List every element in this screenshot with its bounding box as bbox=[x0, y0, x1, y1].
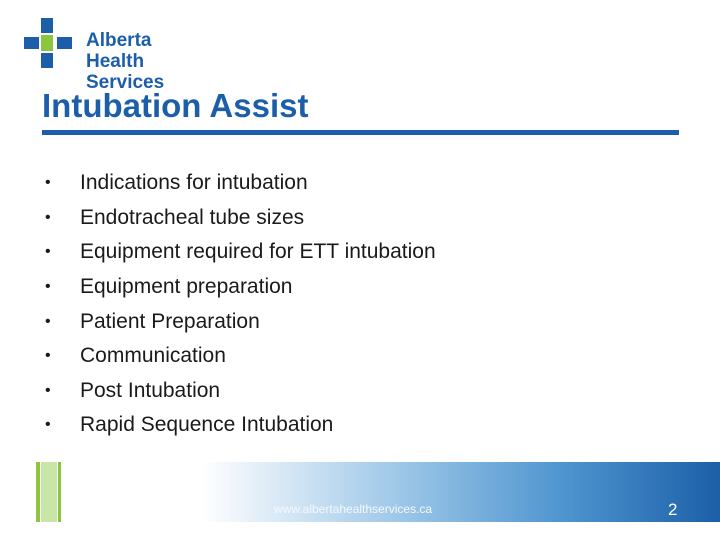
list-item-text: Endotracheal tube sizes bbox=[80, 205, 305, 229]
logo-line-2: Services bbox=[86, 72, 165, 93]
bullet-marker: • bbox=[45, 416, 51, 434]
page-number: 2 bbox=[668, 500, 678, 519]
bullet-marker: • bbox=[45, 381, 51, 399]
list-item bbox=[42, 408, 436, 443]
list-item bbox=[42, 339, 436, 374]
slide-footer bbox=[0, 462, 720, 522]
list-item-text: Equipment preparation bbox=[80, 275, 293, 299]
list-item-text: Patient Preparation bbox=[80, 309, 260, 333]
list-item-text: Rapid Sequence Intubation bbox=[80, 413, 334, 437]
bullet-marker: • bbox=[45, 174, 51, 192]
list-item bbox=[42, 235, 436, 270]
title-divider bbox=[42, 130, 679, 135]
list-item bbox=[42, 304, 436, 339]
ahs-cross-logo-icon bbox=[24, 18, 78, 72]
bullet-marker: • bbox=[45, 208, 51, 226]
list-item bbox=[42, 374, 436, 409]
list-item bbox=[42, 201, 436, 236]
bullet-marker: • bbox=[45, 278, 51, 296]
list-item-text: Equipment required for ETT intubation bbox=[80, 240, 436, 264]
list-item bbox=[42, 270, 436, 305]
list-item bbox=[42, 166, 436, 201]
logo-line-1: Alberta Health bbox=[86, 30, 152, 72]
footer-green-bar bbox=[58, 462, 61, 522]
list-item-text: Post Intubation bbox=[80, 378, 221, 402]
list-item-text: Indications for intubation bbox=[80, 171, 308, 195]
ahs-logo bbox=[24, 18, 204, 93]
list-item-text: Communication bbox=[80, 344, 226, 368]
footer-url: www.albertahealthservices.ca bbox=[274, 502, 433, 516]
slide-title: Intubation Assist bbox=[42, 87, 309, 124]
footer-green-bar bbox=[36, 462, 40, 522]
bullet-marker: • bbox=[45, 347, 51, 365]
bullet-marker: • bbox=[45, 312, 51, 330]
bullet-list bbox=[42, 166, 436, 443]
footer-light-green-bar bbox=[41, 462, 57, 522]
bullet-marker: • bbox=[45, 243, 51, 261]
